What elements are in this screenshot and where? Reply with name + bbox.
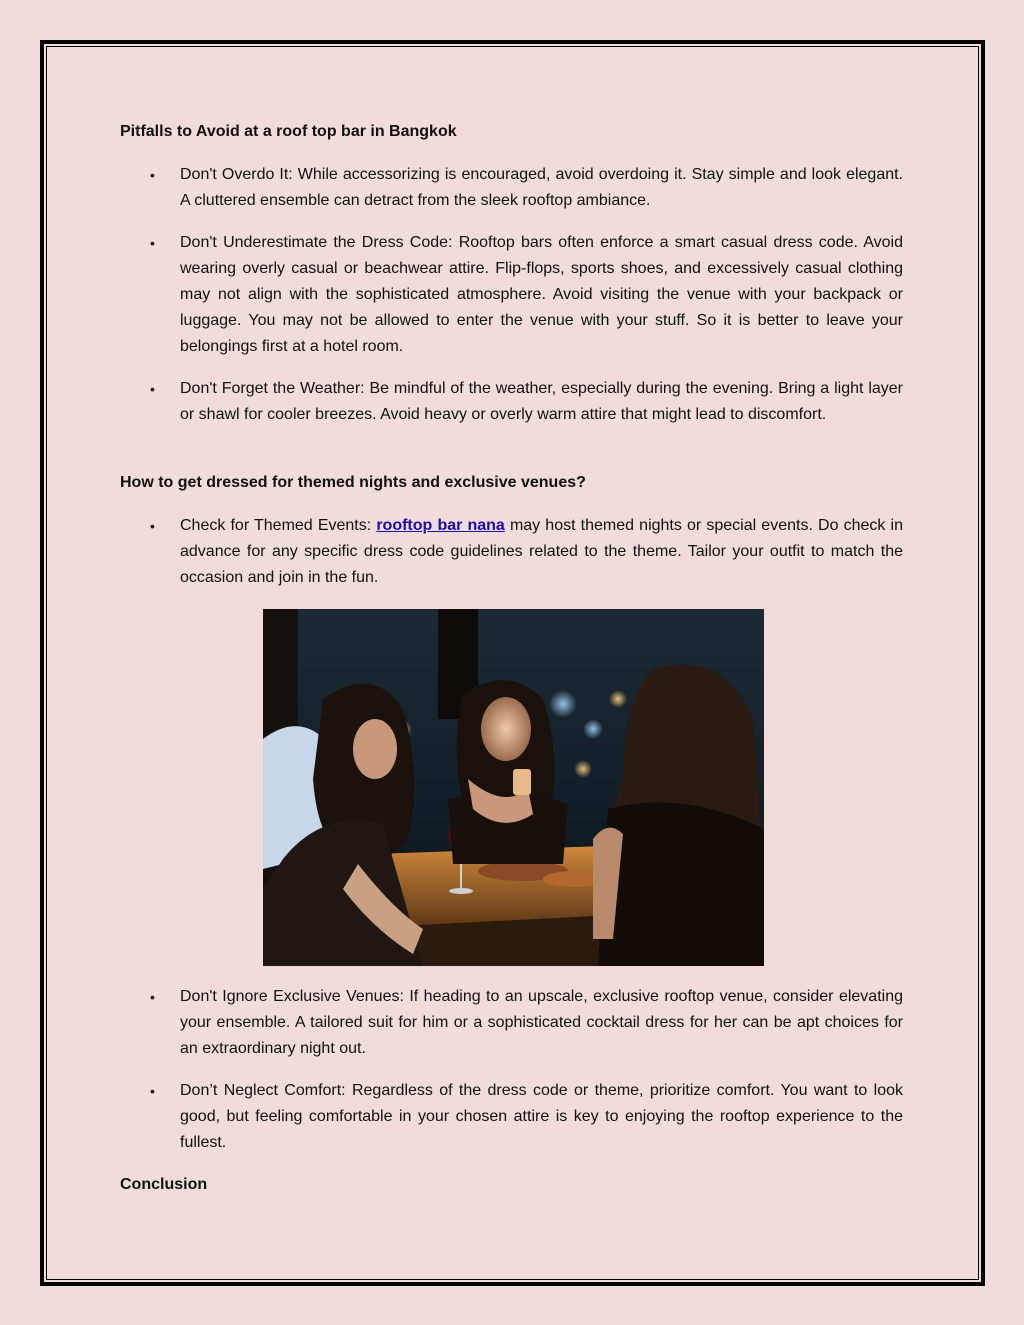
list-item — [120, 513, 903, 591]
list-item-text-prefix: Check for Themed Events: — [180, 517, 377, 534]
section-heading-themed-nights: How to get dressed for themed nights and exclusive venues? — [120, 474, 586, 491]
list-item — [120, 984, 903, 1062]
rooftop-bar-nana-link[interactable]: rooftop bar nana — [376, 517, 505, 534]
section-heading-conclusion: Conclusion — [120, 1176, 208, 1193]
bullet-icon: • — [150, 167, 155, 183]
bullet-icon: • — [150, 518, 155, 534]
list-item-text: Don't Underestimate the Dress Code: Rooftop bars often enforce a smart casual dress code. Avoid wearing overly casual or beachwear attire. Flip-flops, sports shoes, and excessively casual clothing may not align with the sophisticated atmosphere. Avoid visiting the venue with your backpack or luggage. You may not be allowed to enter the venue with your stuff. So it is better to leave your belongings first at a hotel room. — [180, 234, 903, 355]
pitfalls-list — [120, 230, 903, 360]
comfort-list — [120, 1078, 903, 1156]
list-item-text: Don't Overdo It: While accessorizing is encouraged, avoid overdoing it. Stay simple and look elegant. A cluttered ensemble can detract from the sleek rooftop ambiance. — [180, 166, 903, 209]
rooftop-bar-photo — [263, 609, 764, 966]
pitfalls-list — [120, 162, 903, 214]
pitfalls-list — [120, 376, 903, 428]
list-item — [120, 376, 903, 428]
section-heading-pitfalls: Pitfalls to Avoid at a roof top bar in Bangkok — [120, 123, 457, 140]
list-item — [120, 1078, 903, 1156]
list-item-text-suffix: may host themed nights or special events. Do check in advance for any specific dress code guidelines related to the theme. Tailor your outfit to match the occasion and join in the fun. — [180, 517, 903, 586]
bullet-icon: • — [150, 989, 155, 1005]
bullet-icon: • — [150, 235, 155, 251]
bullet-icon: • — [150, 381, 155, 397]
list-item-text: Don’t Neglect Comfort: Regardless of the dress code or theme, prioritize comfort. You want to look good, but feeling comfortable in your chosen attire is key to enjoying the rooftop experience to the fullest. — [180, 1082, 903, 1151]
themed-list — [120, 513, 903, 591]
list-item — [120, 230, 903, 360]
list-item-text: Don't Ignore Exclusive Venues: If heading to an upscale, exclusive rooftop venue, consider elevating your ensemble. A tailored suit for him or a sophisticated cocktail dress for her can be apt choices for an extraordinary night out. — [180, 988, 903, 1057]
exclusive-list — [120, 984, 903, 1062]
list-item — [120, 162, 903, 214]
bullet-icon: • — [150, 1083, 155, 1099]
list-item-text: Don't Forget the Weather: Be mindful of the weather, especially during the evening. Bring a light layer or shawl for cooler breezes. Avoid heavy or overly warm attire that might lead to discomfort. — [180, 380, 903, 423]
